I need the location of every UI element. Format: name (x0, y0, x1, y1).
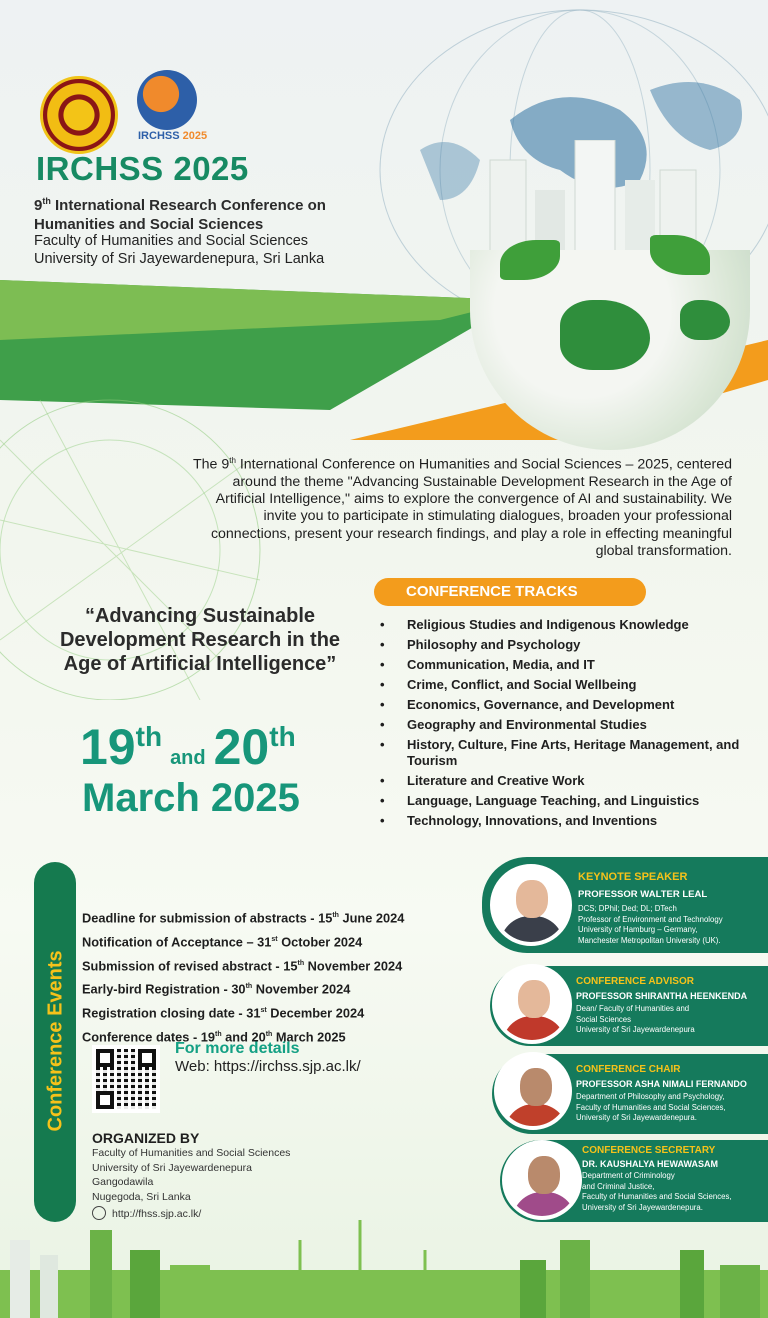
track-item: • History, Culture, Fine Arts, Heritage Management, and Tourism (380, 737, 760, 769)
events-list (82, 908, 452, 1051)
track-item: • Crime, Conflict, and Social Wellbeing (380, 677, 760, 693)
website-link[interactable]: Web: https://irchss.sjp.ac.lk/ (175, 1058, 361, 1075)
event-item: Early-bird Registration - 30th November 2024 (82, 981, 351, 997)
track-item: • Language, Language Teaching, and Linguistics (380, 793, 760, 809)
organizer-heading: ORGANIZED BY (92, 1130, 200, 1146)
track-item: • Religious Studies and Indigenous Knowledge (380, 617, 760, 633)
conference-theme: “Advancing Sustainable Development Research in the Age of Artificial Intelligence” (59, 605, 341, 675)
irchss-globe-logo (137, 70, 197, 130)
qr-code[interactable] (92, 1045, 160, 1113)
chair-card: CONFERENCE CHAIR PROFESSOR ASHA NIMALI FERNANDO Department of Philosophy and Psychology, Faculty of Humanities and Social Sciences, University of Sri Jayewardenepura. (492, 1054, 768, 1134)
organizer-address: Faculty of Humanities and Social Sciences University of Sri Jayewardenepura Gangodawila Nugegoda, Sri Lanka (92, 1147, 291, 1203)
track-item: • Technology, Innovations, and Inventions (380, 813, 760, 829)
track-item: • Economics, Governance, and Development (380, 697, 760, 713)
conference-subtitle: 9th International Research Conference on Humanities and Social Sciences (34, 196, 326, 233)
event-item: Notification of Acceptance – 31st October 2024 (82, 934, 363, 950)
logo-caption: IRCHSS 2025 (138, 130, 208, 142)
keynote-speaker-card: KEYNOTE SPEAKER PROFESSOR WALTER LEAL DCS; DPhil; Ded; DL; DTech Professor of Environment and Technology University of Hamburg – Germany, Manchester Metropolitan University (UK). (482, 857, 768, 953)
faculty-info: Faculty of Humanities and Social Sciences University of Sri Jayewardenepura, Sri Lanka (34, 233, 325, 267)
intro-paragraph: The 9th International Conference on Humanities and Social Sciences – 2025, centered around the theme "Advancing Sustainable Development Research in the Age of Artificial Intelligence," aims to explore the convergence of AI and sustainability. We invite you to participate in stimulating dialogues, broaden your professional connections, present your research findings, and play a role in effecting meaningful global transformation. (192, 456, 732, 559)
tracks-list (380, 617, 760, 833)
conference-days: 19thand 20th (80, 719, 296, 775)
events-label: Conference Events (44, 950, 67, 1132)
speaker-photo (494, 1052, 572, 1130)
conference-month: March 2025 (82, 776, 300, 820)
track-item: • Geography and Environmental Studies (380, 717, 760, 733)
green-city-skyline-graphic (0, 1220, 768, 1318)
more-details-heading: For more details (175, 1040, 300, 1057)
speaker-photo (490, 864, 572, 946)
track-item: • Literature and Creative Work (380, 773, 760, 789)
university-seal-logo (40, 76, 118, 154)
advisor-card: CONFERENCE ADVISOR PROFESSOR SHIRANTHA HEENKENDA Dean/ Faculty of Humanities and Social Sciences University of Sri Jayewardenepura (490, 966, 768, 1046)
speaker-photo (502, 1140, 582, 1220)
tracks-heading: CONFERENCE TRACKS (374, 578, 646, 606)
track-item: • Communication, Media, and IT (380, 657, 760, 673)
track-item: • Philosophy and Psychology (380, 637, 760, 653)
speaker-photo (492, 964, 572, 1044)
globe-icon (92, 1206, 106, 1220)
event-item: Submission of revised abstract - 15th November 2024 (82, 957, 403, 973)
conference-title: IRCHSS 2025 (36, 150, 249, 187)
event-item: Registration closing date - 31st December 2024 (82, 1005, 365, 1021)
secretary-card: CONFERENCE SECRETARY DR. KAUSHALYA HEWAWASAM Department of Criminology and Criminal Justice, Faculty of Humanities and Social Sciences, University of Sri Jayewardenepura. (500, 1140, 768, 1222)
event-item: Deadline for submission of abstracts - 15th June 2024 (82, 910, 405, 926)
organizer-website[interactable]: http://fhss.sjp.ac.lk/ (92, 1206, 201, 1220)
continent-shape (680, 300, 730, 340)
event-item: Conference dates - 19th and 20th March 2025 (82, 1029, 346, 1045)
